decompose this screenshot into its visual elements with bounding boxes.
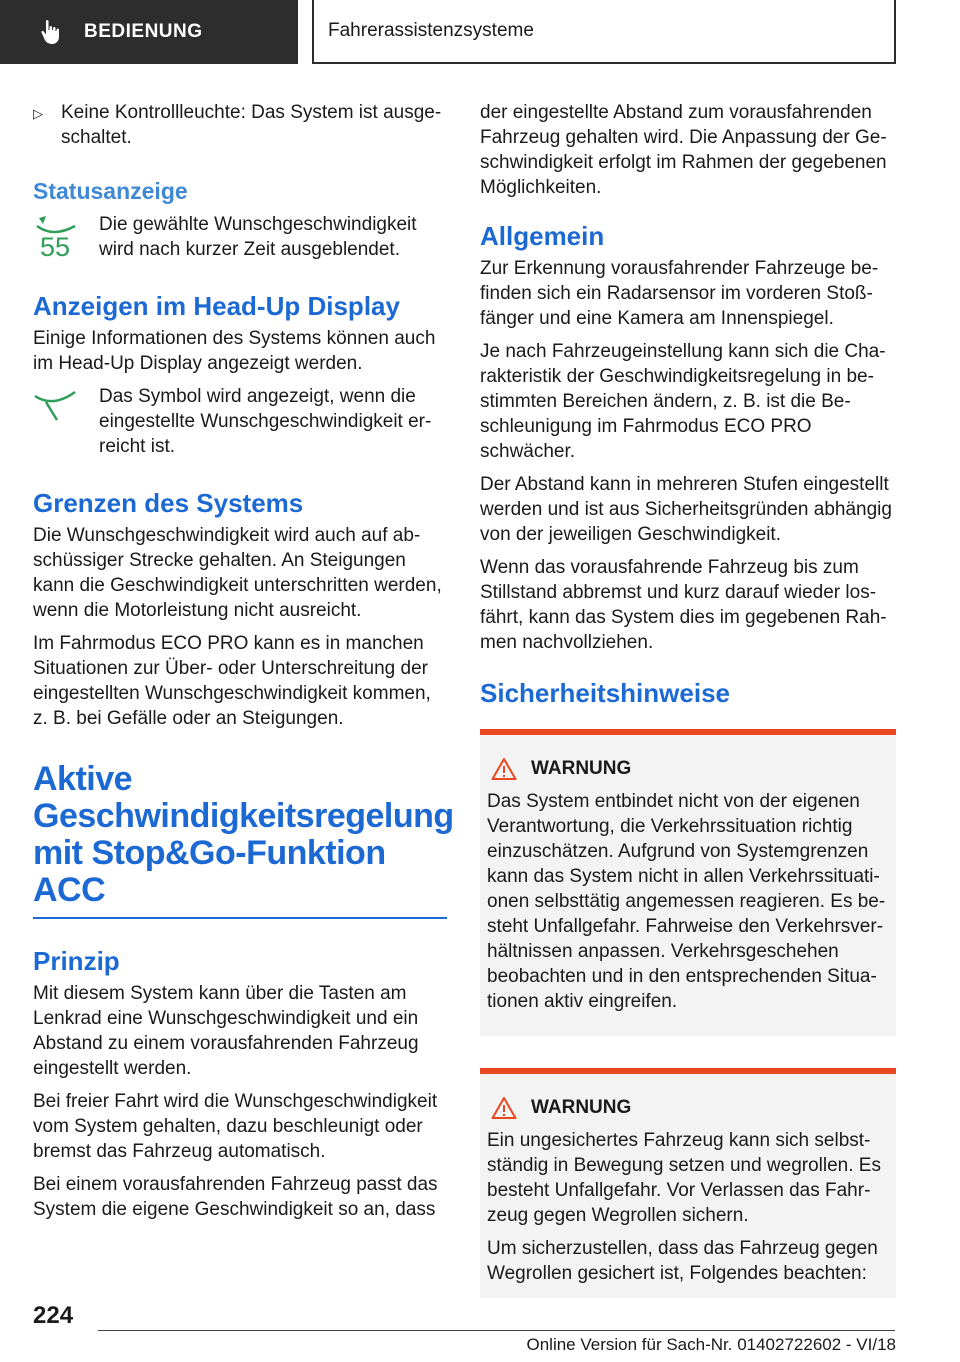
hud-heading: Anzeigen im Head-Up Display xyxy=(33,291,400,321)
warning-triangle-icon xyxy=(491,757,517,781)
warning-box xyxy=(480,1068,896,1298)
warning-title: WARNUNG xyxy=(531,758,632,779)
section-label: BEDIENUNG xyxy=(84,21,203,42)
title-rule xyxy=(33,917,447,919)
page-number: 224 xyxy=(33,1302,74,1329)
warning-triangle-icon xyxy=(491,1096,517,1120)
safety-heading: Sicherheitshinweise xyxy=(480,678,730,708)
acc-title xyxy=(33,760,454,909)
chapter-header xyxy=(312,0,896,64)
status-row xyxy=(33,212,447,270)
section-tab xyxy=(0,0,298,64)
general-paragraph-1: Zur Erkennung vorausfahrender Fahrzeuge befinden sich ein Radarsensor im vorderen Stoßfänger und eine Kamera am Innenspiegel. xyxy=(480,258,879,329)
cruise-speed-value: 55 xyxy=(39,232,71,262)
triangle-bullet-icon: ▷ xyxy=(33,106,43,121)
hand-icon xyxy=(40,19,64,45)
status-heading: Statusanzeige xyxy=(33,178,188,204)
hud-row xyxy=(33,384,447,467)
warning-header xyxy=(491,1096,889,1120)
warning-title: WARNUNG xyxy=(531,1097,632,1118)
warning-header xyxy=(491,757,889,781)
limits-heading: Grenzen des Systems xyxy=(33,488,304,518)
footer-rule xyxy=(98,1330,895,1331)
status-text: Die gewählte Wunschgeschwindigkeit wird nach kurzer Zeit ausgeblendet. xyxy=(99,214,417,260)
general-paragraph-3: Der Abstand kann in mehreren Stufen eingestellt werden und ist aus Sicherheitsgründen abhängig von der jeweiligen Geschwindigkeit. xyxy=(480,474,892,545)
acc-title-line-1: Aktive xyxy=(33,760,133,798)
warning-text: Um sicherzustellen, dass das Fahrzeug gegen Wegrollen gesichert ist, Folgendes beachten: xyxy=(487,1238,878,1284)
general-paragraph-4: Wenn das vorausfahrende Fahrzeug bis zum Stillstand abbremst und kurz darauf wieder losfährt, kann das System dies im gegebenen Rahmen nachvollziehen. xyxy=(480,557,887,653)
principle-paragraph-3: Bei einem vorausfahrenden Fahrzeug passt das System die eigene Geschwindigkeit so an, dass xyxy=(33,1174,438,1220)
principle-paragraph-1: Mit diesem System kann über die Tasten am Lenkrad eine Wunschgeschwindigkeit und ein Abstand zu einem vorausfahrenden Fahrzeug eingestellt werden. xyxy=(33,983,419,1079)
footer-version: Online Version für Sach-Nr. 01402722602 - VI/18 xyxy=(526,1335,896,1354)
hud-speed-icon xyxy=(33,384,81,424)
hud-text: Einige Informationen des Systems können auch im Head-Up Display angezeigt werden. xyxy=(33,328,436,374)
limits-paragraph-2: Im Fahrmodus ECO PRO kann es in manchen Situationen zur Über- oder Unterschreitung der eingestellten Wunschgeschwindigkeit kommen, z. B. bei Gefälle oder an Steigungen. xyxy=(33,633,431,729)
right-column xyxy=(480,100,896,1298)
hud-icon-text: Das Symbol wird angezeigt, wenn die eingestellte Wunschgeschwindigkeit erreicht ist. xyxy=(99,386,432,457)
list-item xyxy=(33,100,447,150)
chapter-title: Fahrerassistenzsysteme xyxy=(328,20,534,41)
acc-title-line-2: Geschwindigkeitsregelung xyxy=(33,797,454,835)
principle-paragraph-2: Bei freier Fahrt wird die Wunschgeschwindigkeit vom System gehalten, dazu beschleunigt oder bremst das Fahrzeug automatisch. xyxy=(33,1091,438,1162)
general-paragraph-2: Je nach Fahrzeugeinstellung kann sich die Charakteristik der Geschwindigkeitsregelung in bestimmten Bereichen ändern, z. B. ist die Beschleunigung im Fahrmodus ECO PRO schwächer. xyxy=(480,341,886,462)
warning-text: Ein ungesichertes Fahrzeug kann sich selbstständig in Bewegung setzen und wegrollen. Es besteht Unfallgefahr. Vor Verlassen das Fahrzeug gegen Wegrollen sichern. xyxy=(487,1130,881,1226)
acc-title-line-3: mit Stop&Go-Funktion xyxy=(33,834,386,872)
general-heading: Allgemein xyxy=(480,221,605,251)
left-column xyxy=(33,100,454,1230)
cruise-speed-icon xyxy=(33,212,81,262)
continued-text: der eingestellte Abstand zum vorausfahrenden Fahrzeug gehalten wird. Die Anpassung der Geschwindigkeit erfolgt im Rahmen der gegebenen Möglichkeiten. xyxy=(480,102,887,198)
principle-heading: Prinzip xyxy=(33,946,120,976)
acc-title-line-4: ACC xyxy=(33,871,106,909)
limits-paragraph-1: Die Wunschgeschwindigkeit wird auch auf abschüssiger Strecke gehalten. An Steigungen kann die Geschwindigkeit unterschritten werden, wenn die Motorleistung nicht ausreicht. xyxy=(33,525,442,621)
bullet-text: Keine Kontrollleuchte: Das System ist ausgeschaltet. xyxy=(61,102,442,148)
warning-text: Das System entbindet nicht von der eigenen Verantwortung, die Verkehrssituation richtig einzuschätzen. Aufgrund von Systemgrenzen kann das System nicht in allen Verkehrssituationen selbsttätig angemessen reagieren. Es besteht Unfallgefahr. Fahrweise den Verkehrsverhältnissen anpassen. Verkehrsgeschehen beobachten und in den entsprechenden Situationen aktiv eingreifen. xyxy=(487,791,886,1012)
warning-box xyxy=(480,729,896,1036)
